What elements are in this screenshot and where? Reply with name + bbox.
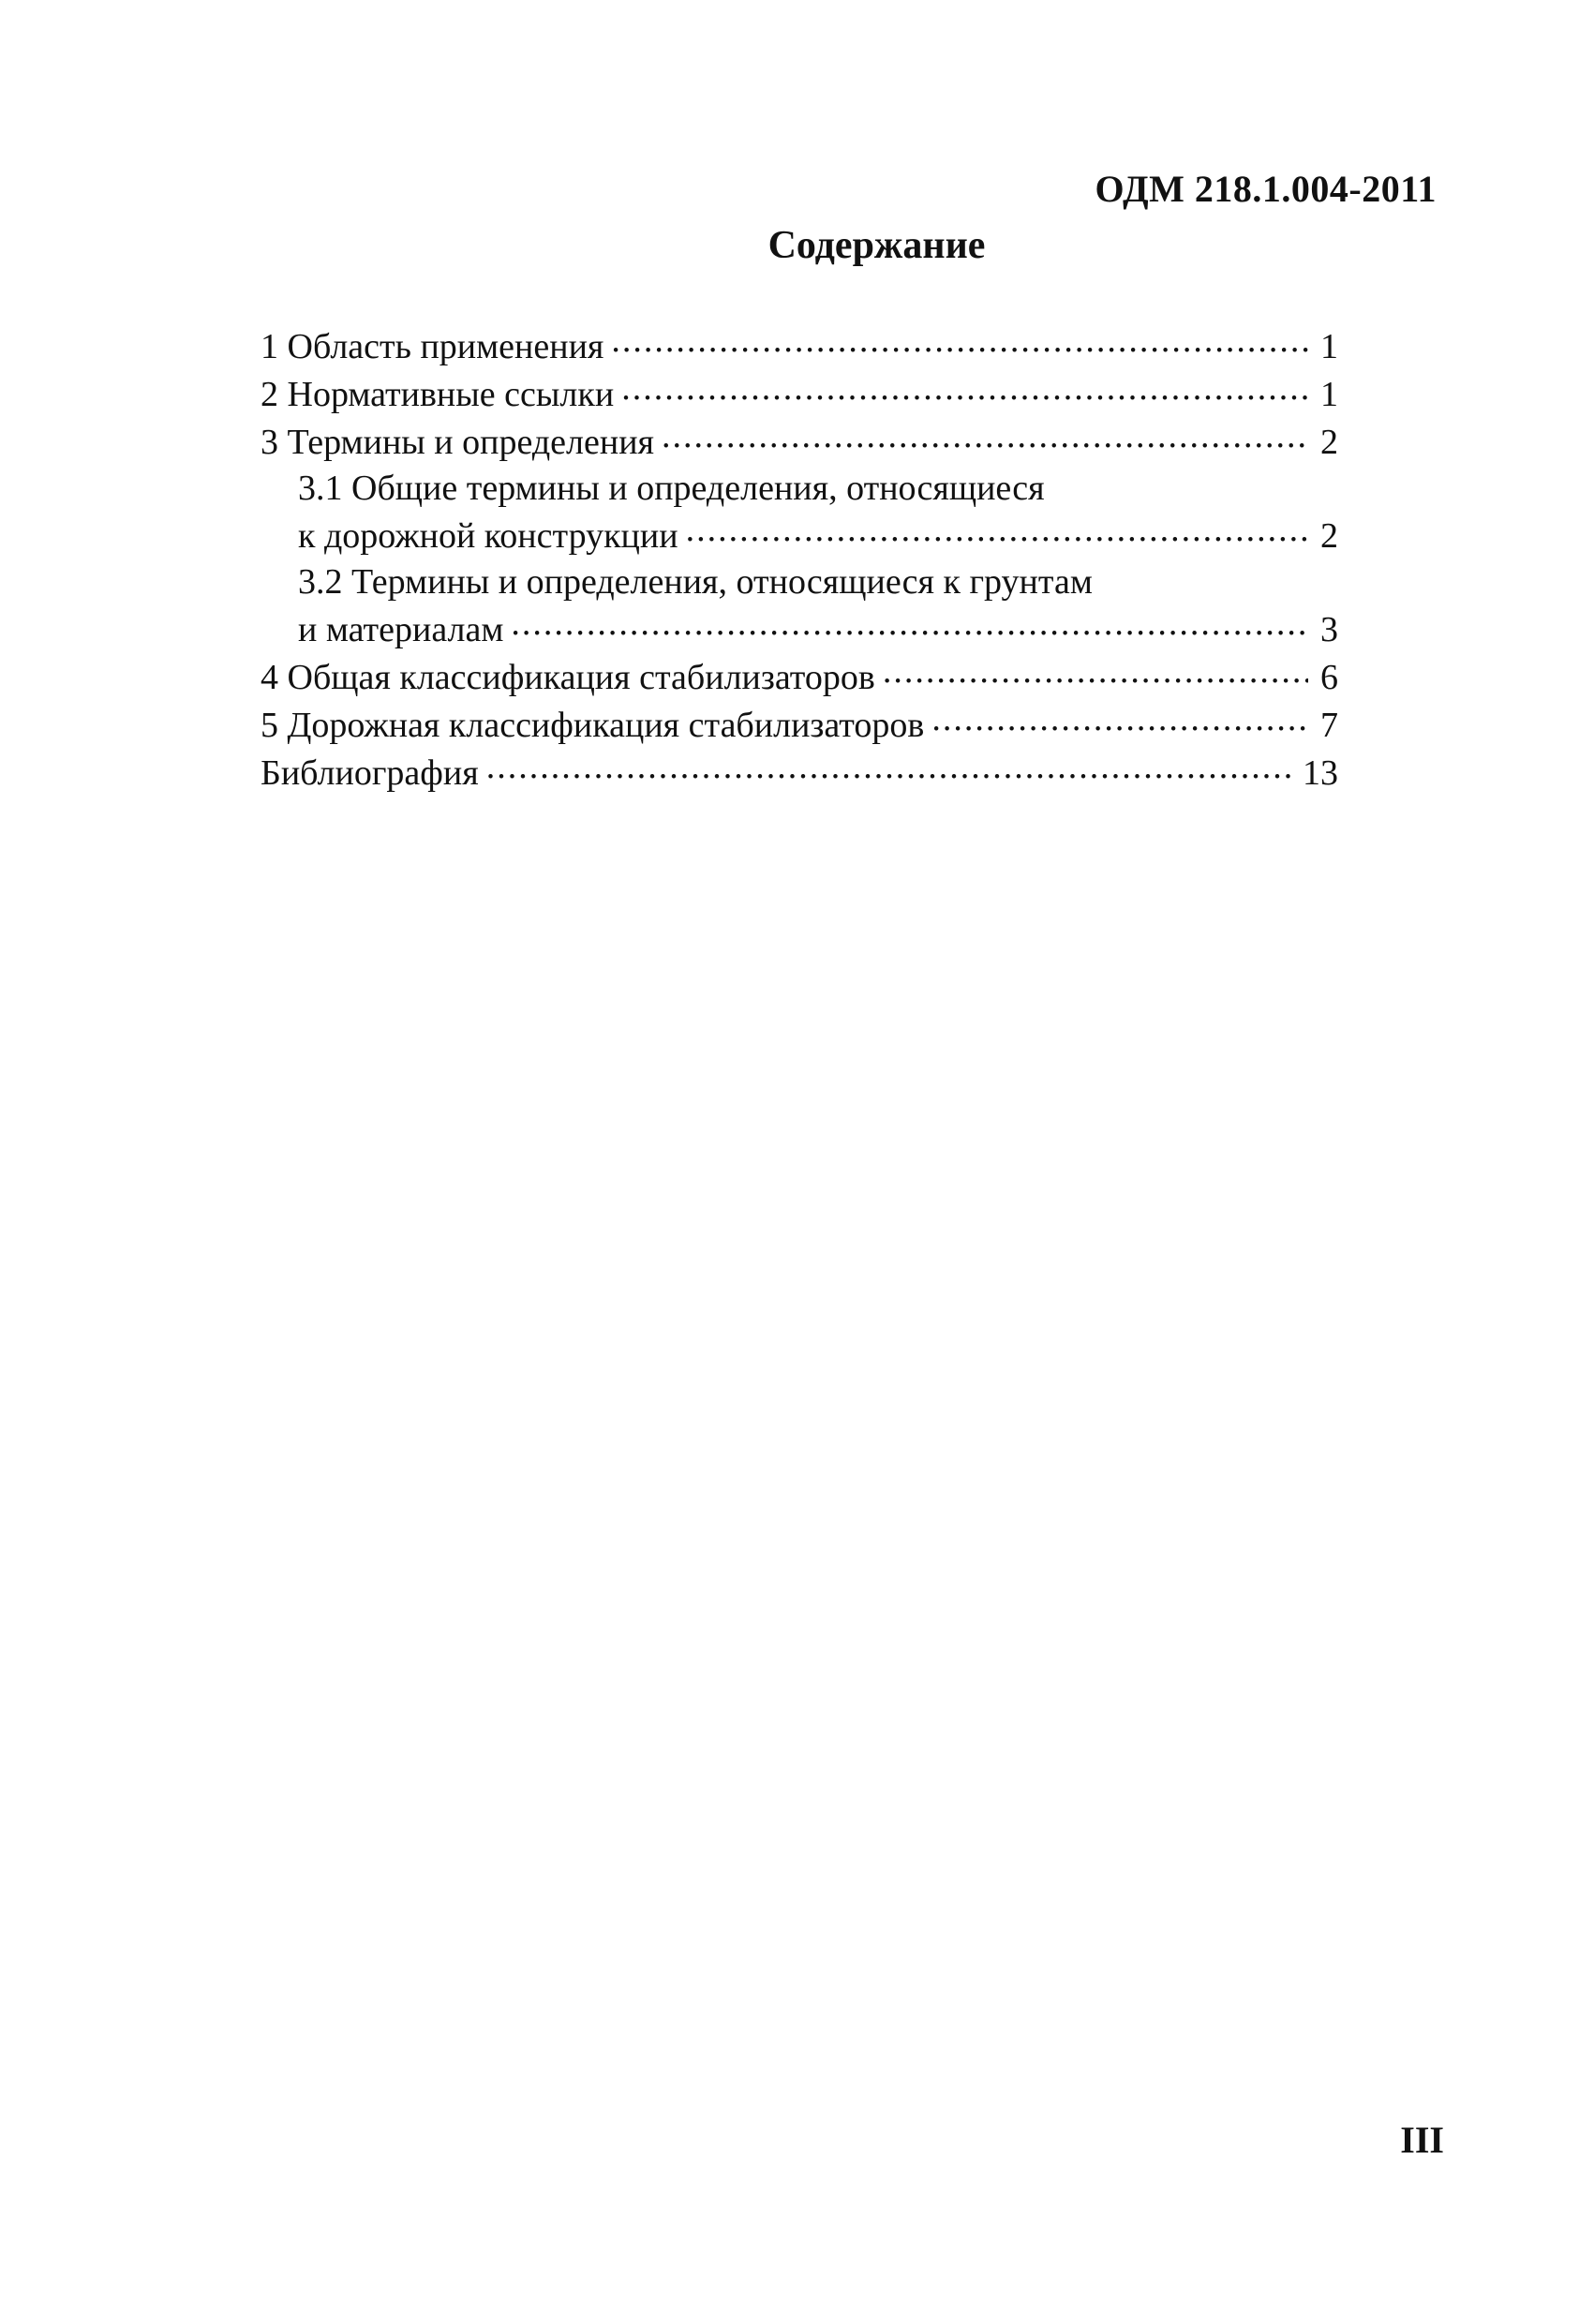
toc-entry-soil-terms-line2[interactable]: [261, 605, 1338, 653]
toc-entry-label: 3.2 Термины и определения, относящиеся к грунтам: [298, 562, 1093, 602]
toc-entry-page: 2: [1320, 516, 1338, 556]
toc-entry-road-classification[interactable]: [261, 701, 1338, 749]
toc-entry-scope[interactable]: [261, 322, 1338, 370]
toc-entry-page: 3: [1320, 610, 1338, 649]
toc-entry-bibliography[interactable]: [261, 749, 1338, 797]
toc-entry-general-classification[interactable]: [261, 653, 1338, 701]
toc-entry-page: 1: [1320, 327, 1338, 366]
toc-leader: [621, 370, 1308, 406]
toc-entry-label: 2 Нормативные ссылки: [261, 375, 615, 414]
toc-entry-normative-references[interactable]: [261, 370, 1338, 418]
toc-entry-label: 4 Общая классификация стабилизаторов: [261, 658, 875, 697]
toc-entry-page: 13: [1303, 753, 1338, 793]
toc-entry-label: Библиография: [261, 753, 479, 793]
toc-leader: [883, 653, 1308, 689]
toc-entry-soil-terms-line1[interactable]: [261, 559, 1338, 605]
toc-leader: [662, 418, 1308, 454]
page-number: III: [1400, 2119, 1444, 2161]
table-of-contents: [261, 322, 1338, 797]
toc-entry-page: 6: [1320, 658, 1338, 697]
document-code: ОДМ 218.1.004-2011: [1095, 168, 1437, 210]
toc-entry-page: 2: [1320, 423, 1338, 462]
toc-leader: [931, 701, 1308, 737]
toc-entry-label: и материалам: [298, 610, 504, 649]
toc-leader: [611, 322, 1308, 358]
toc-leader: [511, 605, 1308, 641]
toc-entry-page: 7: [1320, 706, 1338, 745]
toc-entry-general-terms-line1[interactable]: [261, 466, 1338, 512]
toc-leader: [486, 749, 1295, 784]
toc-entry-label: 1 Область применения: [261, 327, 604, 366]
toc-title: Содержание: [767, 224, 986, 267]
toc-entry-label: 3.1 Общие термины и определения, относящиеся: [298, 469, 1045, 508]
toc-entry-label: 3 Термины и определения: [261, 423, 655, 462]
toc-entry-label: к дорожной конструкции: [298, 516, 678, 556]
toc-leader: [686, 512, 1308, 547]
toc-entry-page: 1: [1320, 375, 1338, 414]
toc-entry-label: 5 Дорожная классификация стабилизаторов: [261, 706, 925, 745]
toc-entry-general-terms-line2[interactable]: [261, 512, 1338, 559]
toc-entry-terms[interactable]: [261, 418, 1338, 466]
